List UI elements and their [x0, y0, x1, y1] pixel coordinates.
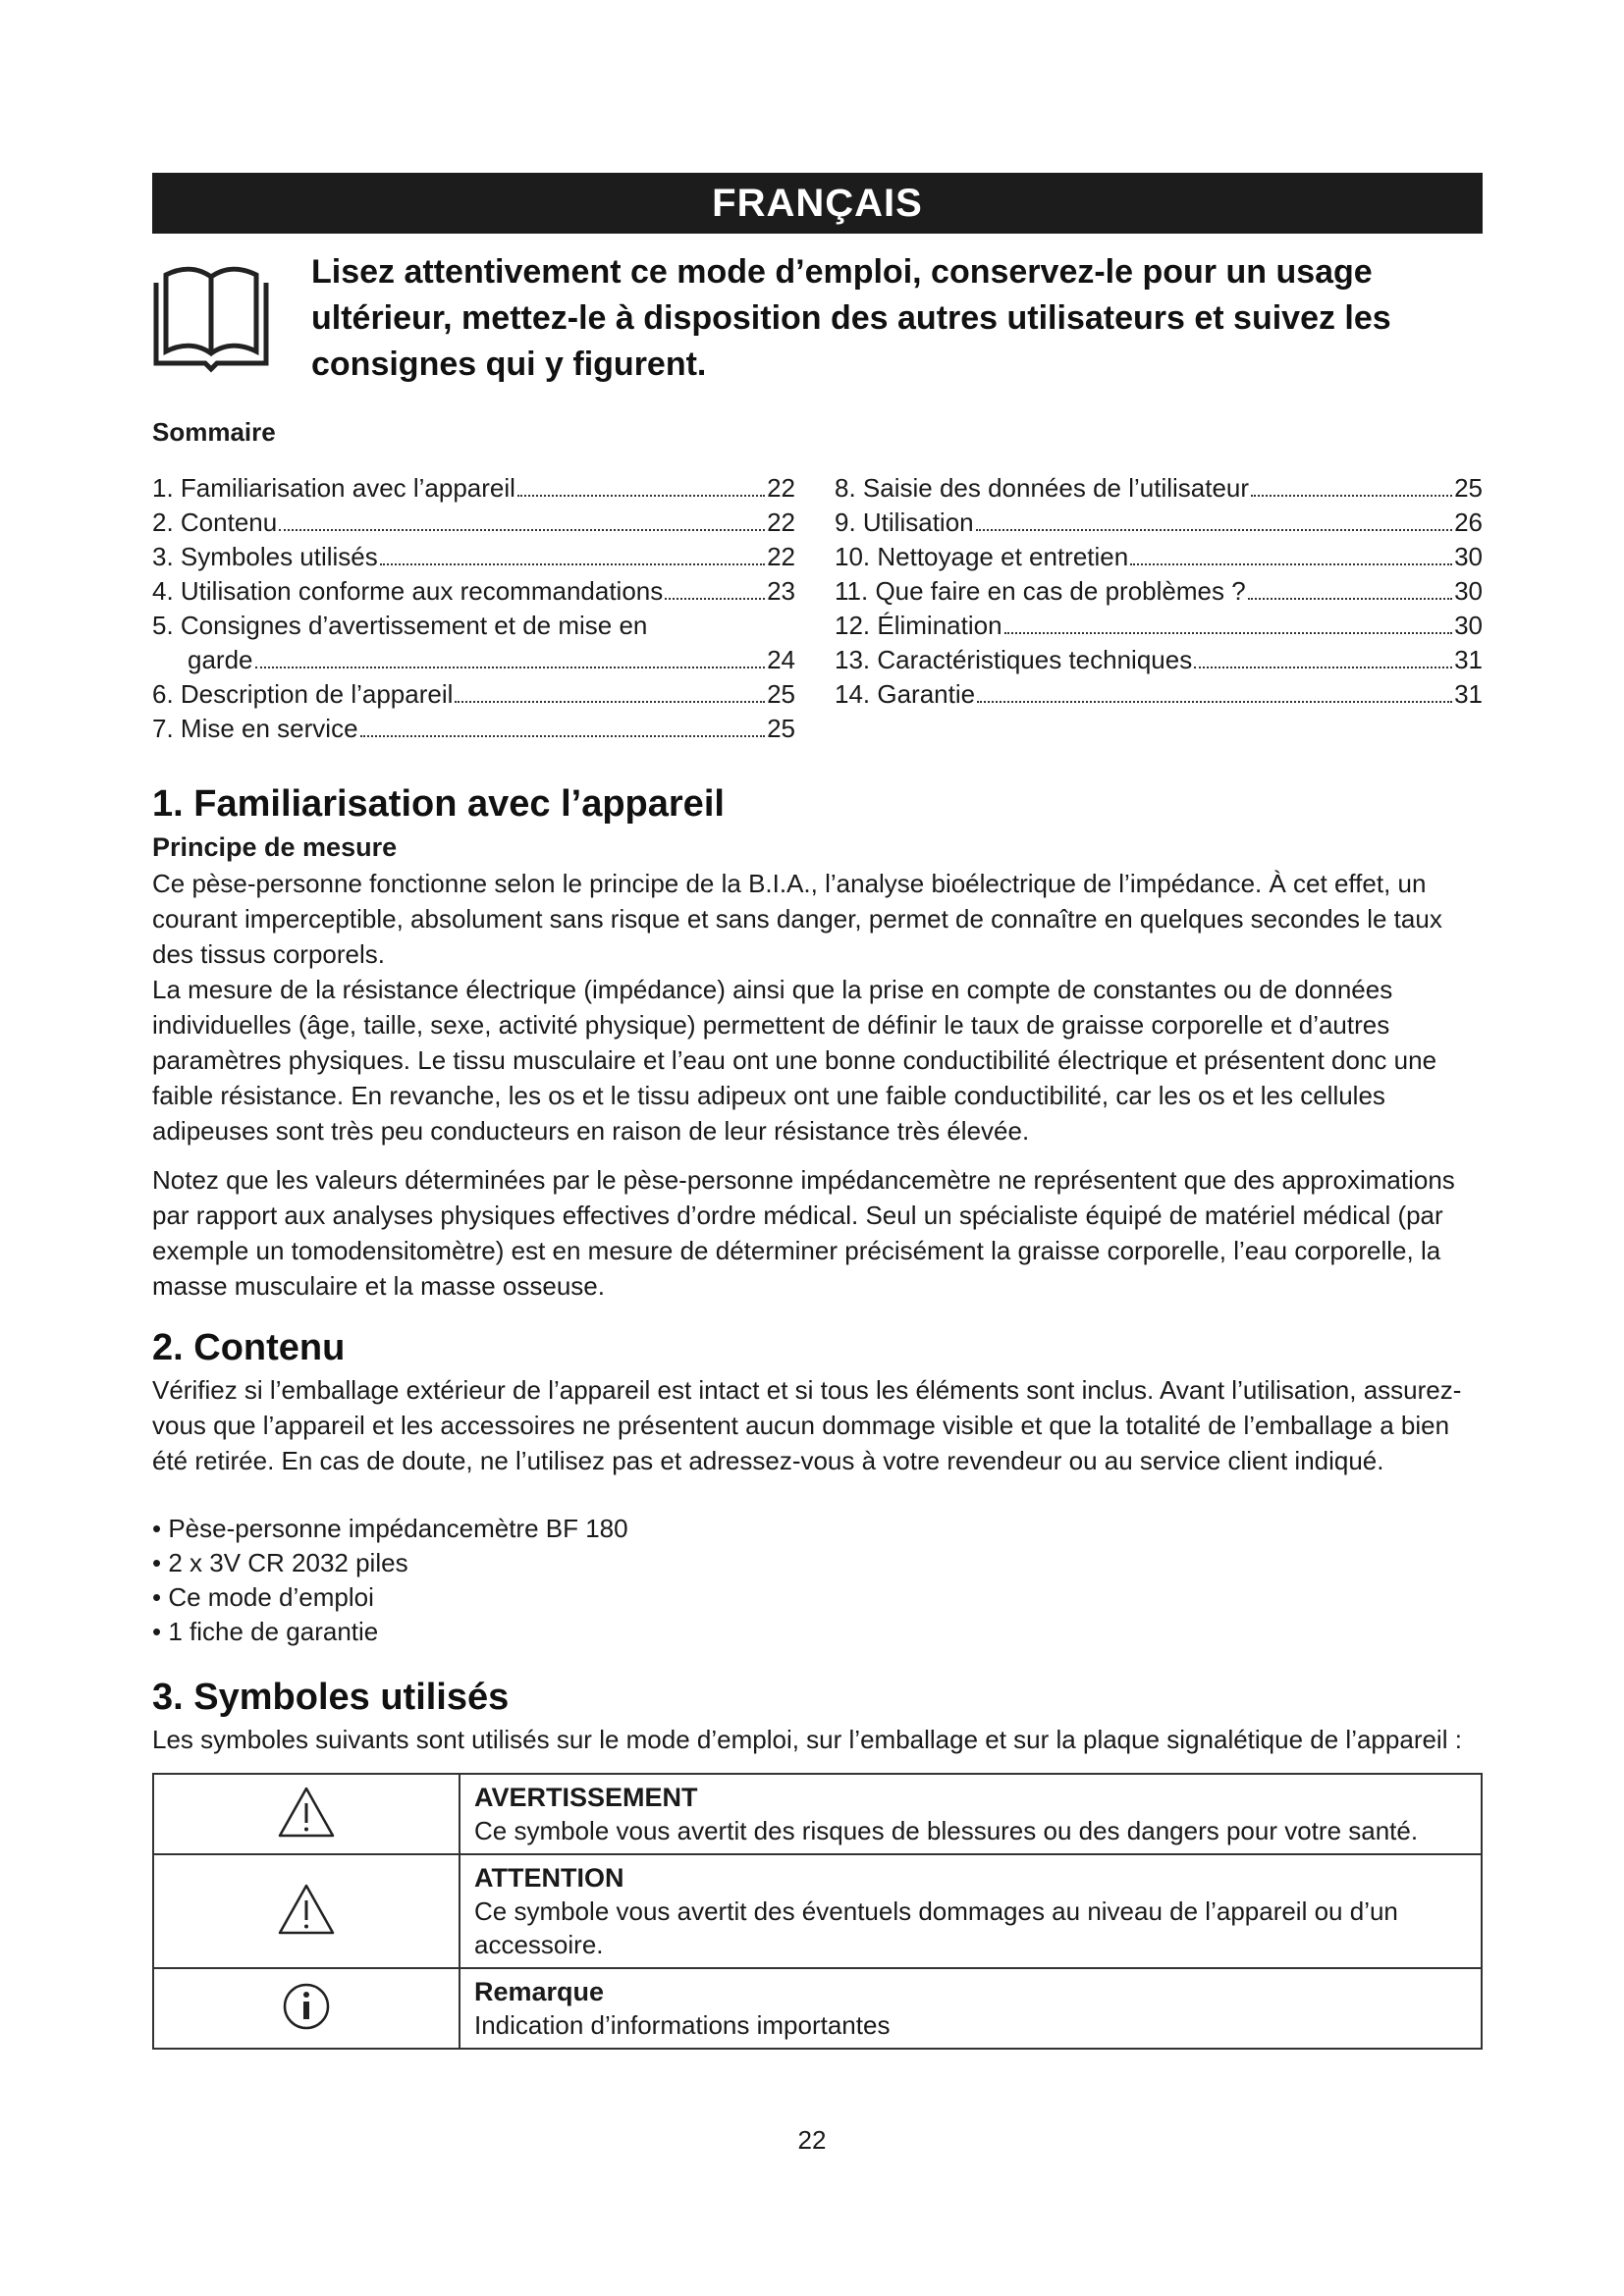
toc-entry-page: 30 — [1454, 576, 1483, 606]
toc-entry — [835, 506, 1483, 540]
toc-entry-label: 11. Que faire en cas de problèmes ? — [835, 576, 1246, 606]
paragraph: Notez que les valeurs déterminées par le pèse-personne impédancemètre ne représentent que des approximations par rapport aux analyses physiques effectives d’ordre médical. Seul un spécialiste équipé de matériel médical (par exemple un tomodensitomètre) est en mesure de déterminer précisément la graisse corporelle, l’eau corporelle, la masse musculaire et la masse osseuse. — [152, 1165, 1455, 1301]
toc-entry-label: 9. Utilisation — [835, 507, 974, 537]
toc-entry — [152, 712, 795, 746]
toc-entry — [152, 506, 795, 540]
list-item: • Ce mode d’emploi — [152, 1582, 374, 1612]
toc-entry-label: 10. Nettoyage et entretien — [835, 542, 1129, 571]
toc-entry-label: 14. Garantie — [835, 679, 976, 709]
toc-entry-page: 25 — [767, 679, 795, 709]
symbol-description — [460, 1968, 1482, 2049]
section-symboles — [152, 1673, 1483, 2050]
toc-entry-label: garde — [188, 645, 253, 674]
symbol-text: Ce symbole vous avertit des éventuels dommages au niveau de l’appareil ou d’un accessoire. — [474, 1896, 1398, 1959]
symbol-text: Ce symbole vous avertit des risques de blessures ou des dangers pour votre santé. — [474, 1816, 1419, 1845]
symbol-icon-cell — [153, 1854, 460, 1968]
info-icon — [282, 1982, 331, 2031]
intro-line: ultérieur, mettez-le à disposition des autres utilisateurs et suivez les — [311, 299, 1391, 337]
toc-entry-label: 12. Élimination — [835, 611, 1002, 640]
book-icon — [152, 261, 270, 375]
toc-entry-continued — [152, 643, 795, 677]
table-of-contents — [152, 471, 1483, 746]
table-row — [153, 1774, 1482, 1854]
toc-entry-label: 7. Mise en service — [152, 714, 358, 743]
toc-entry-label: 6. Description de l’appareil — [152, 679, 454, 709]
toc-entry — [152, 677, 795, 712]
toc-entry-page: 24 — [767, 645, 795, 674]
symbols-table — [152, 1773, 1483, 2050]
intro-line: consignes qui y figurent. — [311, 346, 707, 383]
symbol-icon-cell — [153, 1968, 460, 2049]
paragraph: Les symboles suivants sont utilisés sur le mode d’emploi, sur l’emballage et sur la plaque signalétique de l’appareil : — [152, 1725, 1462, 1754]
toc-entry-label: 8. Saisie des données de l’utilisateur — [835, 473, 1250, 503]
section-title: 3. Symboles utilisés — [152, 1677, 510, 1718]
intro-text — [311, 249, 1391, 388]
toc-right-column — [835, 471, 1483, 746]
toc-entry-page: 31 — [1454, 679, 1483, 709]
section-familiarisation — [152, 779, 1483, 1304]
toc-entry-label: 5. Consignes d’avertissement et de mise en — [152, 611, 648, 640]
toc-entry — [152, 574, 795, 609]
toc-left-column — [152, 471, 795, 746]
intro-line: Lisez attentivement ce mode d’emploi, conservez-le pour un usage — [311, 253, 1373, 291]
list-item: • 2 x 3V CR 2032 piles — [152, 1548, 408, 1577]
list-item: • Pèse-personne impédancemètre BF 180 — [152, 1514, 628, 1543]
toc-entry-label: 2. Contenu — [152, 507, 278, 537]
symbol-title: Remarque — [474, 1977, 605, 2006]
symbol-title: ATTENTION — [474, 1863, 624, 1893]
toc-entry-label: 4. Utilisation conforme aux recommandations — [152, 576, 664, 606]
symbol-text: Indication d’informations importantes — [474, 2010, 891, 2040]
symbol-title: AVERTISSEMENT — [474, 1783, 698, 1812]
toc-entry — [835, 471, 1483, 506]
warning-triangle-icon — [277, 1786, 336, 1839]
toc-title: Sommaire — [152, 417, 276, 447]
toc-entry-page: 30 — [1454, 542, 1483, 571]
toc-entry-page: 25 — [1454, 473, 1483, 503]
toc-entry-label: 13. Caractéristiques techniques — [835, 645, 1193, 674]
toc-entry-page: 23 — [767, 576, 795, 606]
table-row — [153, 1968, 1482, 2049]
language-banner: FRANÇAIS — [152, 173, 1483, 234]
caution-triangle-icon — [277, 1883, 336, 1936]
section-subtitle: Principe de mesure — [152, 832, 398, 862]
toc-entry — [835, 540, 1483, 574]
toc-entry-page: 22 — [767, 473, 795, 503]
manual-page — [152, 173, 1483, 2050]
toc-entry — [152, 609, 795, 643]
table-row — [153, 1854, 1482, 1968]
paragraph: Ce pèse-personne fonctionne selon le principe de la B.I.A., l’analyse bioélectrique de l’impédance. À cet effet, un courant imperceptible, absolument sans risque et sans danger, permet de connaître en quelques secondes le taux des tissus corporels. — [152, 869, 1442, 969]
toc-entry-page: 25 — [767, 714, 795, 743]
toc-entry — [152, 540, 795, 574]
section-contenu — [152, 1323, 1483, 1649]
toc-entry-label: 3. Symboles utilisés — [152, 542, 378, 571]
contents-list — [152, 1512, 1483, 1649]
toc-entry-page: 31 — [1454, 645, 1483, 674]
page-number: 22 — [797, 2125, 827, 2155]
toc-entry — [835, 643, 1483, 677]
toc-entry — [835, 574, 1483, 609]
symbol-description — [460, 1854, 1482, 1968]
paragraph: Vérifiez si l’emballage extérieur de l’appareil est intact et si tous les éléments sont inclus. Avant l’utilisation, assurez-vous que l’appareil et les accessoires ne présentent aucun dommage visible et que la totalité de l’emballage a bien été retirée. En cas de doute, ne l’utilisez pas et adressez-vous à votre revendeur ou au service client indiqué. — [152, 1375, 1462, 1475]
toc-entry-page: 26 — [1454, 507, 1483, 537]
symbol-description — [460, 1774, 1482, 1854]
toc-entry — [835, 609, 1483, 643]
toc-entry-label: 1. Familiarisation avec l’appareil — [152, 473, 515, 503]
toc-entry-page: 22 — [767, 542, 795, 571]
section-title: 2. Contenu — [152, 1327, 346, 1368]
toc-entry — [152, 471, 795, 506]
toc-entry-page: 22 — [767, 507, 795, 537]
toc-entry — [835, 677, 1483, 712]
paragraph: La mesure de la résistance électrique (impédance) ainsi que la prise en compte de constantes ou de données individuelles (âge, taille, sexe, activité physique) permettent de définir le taux de graisse corporelle et d’autres paramètres physiques. Le tissu musculaire et l’eau ont une bonne conductibilité électrique et présentent donc une faible résistance. En revanche, les os et le tissu adipeux ont une faible conductibilité, car les os et les cellules adipeuses sont très peu conducteurs en raison de leur résistance très élevée. — [152, 975, 1437, 1146]
toc-entry-page: 30 — [1454, 611, 1483, 640]
symbol-icon-cell — [153, 1774, 460, 1854]
intro-block — [152, 249, 1483, 388]
list-item: • 1 fiche de garantie — [152, 1617, 379, 1646]
section-title: 1. Familiarisation avec l’appareil — [152, 783, 725, 825]
